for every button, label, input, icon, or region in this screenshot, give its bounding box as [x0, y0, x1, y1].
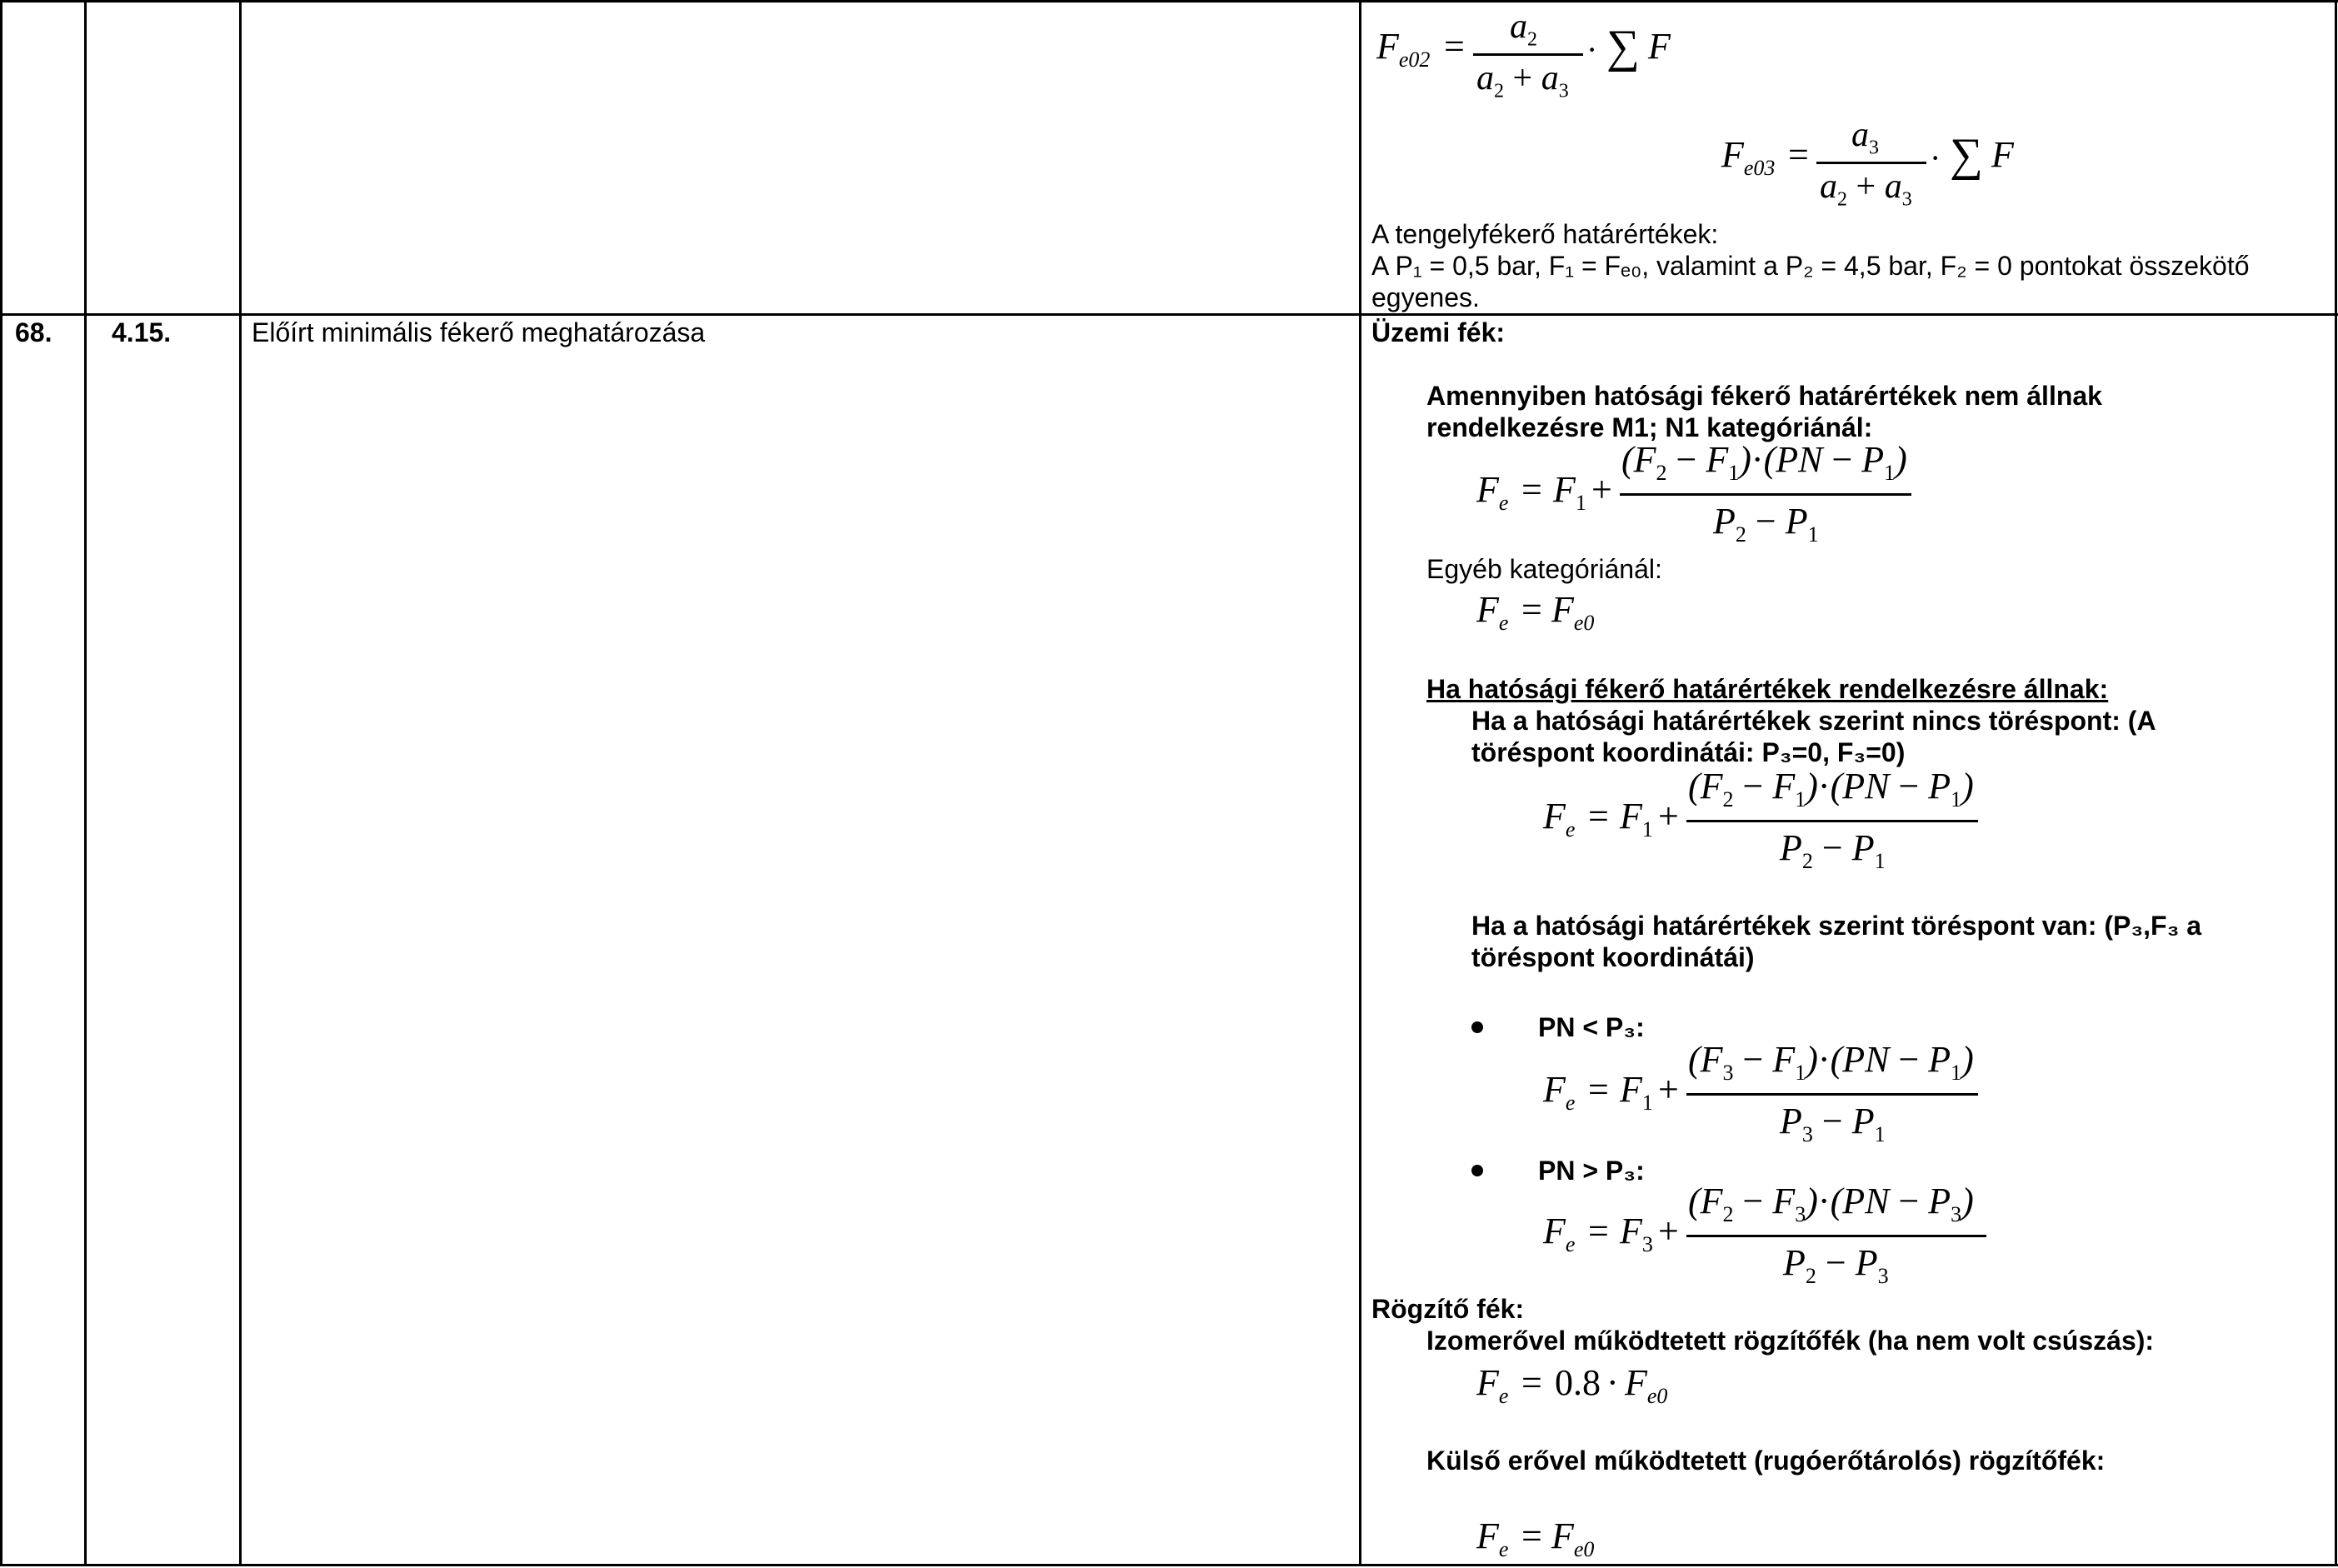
table-border-top — [0, 0, 2338, 2]
column-divider-2 — [239, 0, 242, 1566]
spring-parking-brake-text: Külső erővel működtetett (rugóerőtárolós) rögzítőfék: — [1426, 1446, 2106, 1476]
document-page: $F_{e02}$ = $a_2$ $a_2 + a_3$ · ∑ F $F_{e03}$ = $a_3$ $a_2 + a_3$ · ∑ F A tengelyfékerő határértékek: A P₁ = 0,5 bar, F₁ = Fₑ₀, valamint a P₂ = 4,5 bar, F₂ = 0 pontokat összekötő egyenes. 68. 4.15. Előírt minimális fékerő meghatározása Üzemi fék: Amennyiben hatósági fékerő határértékek nem állnak rendelkezésre M1; N1 kategóriánál: $F_e$ = $F_1$ + $(F_2 - F_1)\cdot(PN - P_1)$ $P_2 - P_1$ Egyéb kategóriánál: $F_e$ = $F_{e0}$ Ha hatósági fékerő határértékek rendelkezésre állnak: Ha a hatósági határértékek szerint nincs töréspont: (A töréspont koordinátái: P₃=0, F₃=0) $F_e$ = $F_1$ + $(F_2 - F_1)\cdot(PN - P_1)$ $P_2 - P_1$ Ha a hatósági határértékek szerint töréspont van: (P₃,F₃ a töréspont koordinátái) PN < P₃: $F_e$ = $F_1$ + $(F_3 - F_1)\cdot(PN - P_1)$ $P_3 - P_1$ PN > P₃: $F_e$ = $F_3$ + $(F_2 - F_3)\cdot(PN - P_3)$ $P_2 - P_3$ Rögzítő fék: Izomerővel működtetett rögzítőfék (ha nem volt csúszás): $F_e$ = 0.8 · $F_{e0}$ Külső erővel működtetett (rugóerőtárolós) rögzítőfék: $F_e$ = $F_{e0}$ — [0, 0, 2338, 1568]
table-border-left — [0, 0, 2, 1566]
bullet-icon — [1471, 1165, 1483, 1176]
table-border-right — [2335, 0, 2337, 1566]
no-breakpoint-text-1: Ha a hatósági határértékek szerint nincs töréspont: (A — [1471, 706, 2156, 736]
row-title: Előírt minimális fékerő meghatározása — [252, 317, 706, 347]
no-breakpoint-text-2: töréspont koordinátái: P₃=0, F₃=0) — [1471, 737, 1906, 767]
no-limits-text-2: rendelkezésre M1; N1 kategóriánál: — [1426, 412, 1873, 442]
other-category-label: Egyéb kategóriánál: — [1426, 554, 1662, 584]
bullet-pn-less-p3: PN < P₃: — [1538, 1012, 1645, 1042]
bullet-icon — [1471, 1021, 1483, 1033]
axle-limits-heading: A tengelyfékerő határértékek: — [1371, 219, 1719, 249]
column-divider-1 — [84, 0, 87, 1566]
bullet-pn-greater-p3: PN > P₃: — [1538, 1156, 1645, 1186]
breakpoint-text-1: Ha a hatósági határértékek szerint töréspont van: (P₃,F₃ a — [1471, 911, 2202, 941]
axle-limits-text: A P₁ = 0,5 bar, F₁ = Fₑ₀, valamint a P₂ = 4,5 bar, F₂ = 0 pontokat összekötő — [1371, 251, 2250, 281]
no-limits-text-1: Amennyiben hatósági fékerő határértékek nem állnak — [1426, 381, 2102, 411]
breakpoint-text-2: töréspont koordinátái) — [1471, 942, 1755, 972]
limits-available-heading: Ha hatósági fékerő határértékek rendelkezésre állnak: — [1426, 674, 2109, 704]
manual-parking-brake-text: Izomerővel működtetett rögzítőfék (ha nem volt csúszás): — [1426, 1326, 2155, 1356]
table-border-bottom — [0, 1564, 2338, 1566]
axle-limits-text-end: egyenes. — [1371, 282, 1480, 312]
row-code: 4.15. — [112, 317, 172, 347]
row-divider — [0, 313, 2338, 316]
parking-brake-heading: Rögzítő fék: — [1371, 1294, 1525, 1324]
column-divider-3 — [1359, 0, 1361, 1566]
row-number: 68. — [15, 317, 52, 347]
service-brake-heading: Üzemi fék: — [1371, 317, 1506, 347]
